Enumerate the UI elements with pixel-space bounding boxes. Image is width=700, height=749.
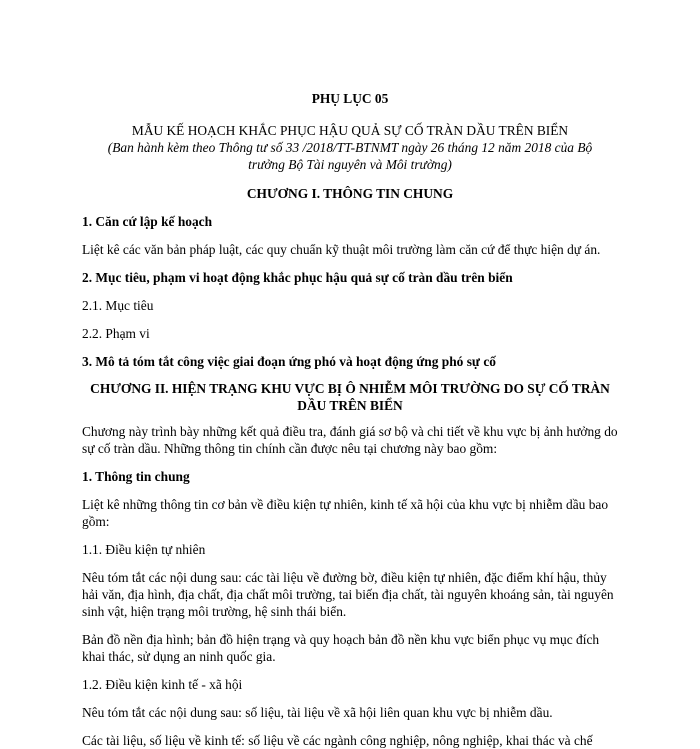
chapter-1-section-3-heading: 3. Mô tả tóm tắt công việc giai đoạn ứng phó và hoạt động ứng phó sự cố xyxy=(82,354,496,369)
chapter-2-section-1-1: 1.1. Điều kiện tự nhiên xyxy=(82,542,206,557)
form-title: MẪU KẾ HOẠCH KHẮC PHỤC HẬU QUẢ SỰ CỐ TRÀN DẦU TRÊN BIỂN xyxy=(131,123,569,138)
chapter-2-section-1-2-text: Nêu tóm tắt các nội dung sau: số liệu, tài liệu về xã hội liên quan khu vực bị nhiễm dầu. xyxy=(82,705,553,720)
chapter-1-section-1-text: Liệt kê các văn bản pháp luật, các quy chuẩn kỹ thuật môi trường làm căn cứ để thực hiện dự án. xyxy=(82,242,601,257)
document-page xyxy=(82,0,618,749)
chapter-2-section-1-1-map: Bản đồ nền địa hình; bản đồ hiện trạng và quy hoạch bản đồ nền khu vực biển phục vụ mục đích khai thác, sử dụng an ninh quốc gia. xyxy=(82,632,600,664)
chapter-1-section-2-2: 2.2. Phạm vi xyxy=(82,326,150,341)
chapter-2-section-1-2-more: Các tài liệu, số liệu về kinh tế: số liệu về các ngành công nghiệp, nông nghiệp, khai thác và chế xyxy=(82,733,593,748)
chapter-1-title: CHƯƠNG I. THÔNG TIN CHUNG xyxy=(246,186,454,201)
chapter-2-intro: Chương này trình bày những kết quả điều tra, đánh giá sơ bộ và chi tiết về khu vực bị ảnh hưởng do sự cố tràn dầu. Những thông tin chính cần được nêu tại chương này bao gồm: xyxy=(82,424,618,456)
chapter-2-title: CHƯƠNG II. HIỆN TRẠNG KHU VỰC BỊ Ô NHIỄM MÔI TRƯỜNG DO SỰ CỐ TRÀN DẦU TRÊN BIỂN xyxy=(90,381,610,413)
chapter-2-section-1-1-text: Nêu tóm tắt các nội dung sau: các tài liệu về đường bờ, điều kiện tự nhiên, đặc điểm khí hậu, thủy hải văn, địa hình, địa chất, địa chất môi trường, tai biến địa chất, tài nguyên khoáng sản, tài nguyên sinh vật, hiện trạng môi trường, hệ sinh thái biển. xyxy=(82,570,614,619)
appendix-title: PHỤ LỤC 05 xyxy=(311,91,389,106)
chapter-2-section-1-heading: 1. Thông tin chung xyxy=(82,469,190,484)
issued-by-note: (Ban hành kèm theo Thông tư số 33 /2018/TT-BTNMT ngày 26 tháng 12 năm 2018 của Bộ trưởng Bộ Tài nguyên và Môi trường) xyxy=(107,140,593,172)
chapter-2-section-1-2: 1.2. Điều kiện kinh tế - xã hội xyxy=(82,677,243,692)
chapter-1-section-2-1: 2.1. Mục tiêu xyxy=(82,298,154,313)
chapter-1-section-1-heading: 1. Căn cứ lập kế hoạch xyxy=(82,214,213,229)
chapter-1-section-2-heading: 2. Mục tiêu, phạm vi hoạt động khắc phục hậu quả sự cố tràn dầu trên biển xyxy=(82,270,513,285)
chapter-2-section-1-text: Liệt kê những thông tin cơ bản về điều kiện tự nhiên, kinh tế xã hội của khu vực bị nhiễm dầu bao gồm: xyxy=(82,497,609,529)
